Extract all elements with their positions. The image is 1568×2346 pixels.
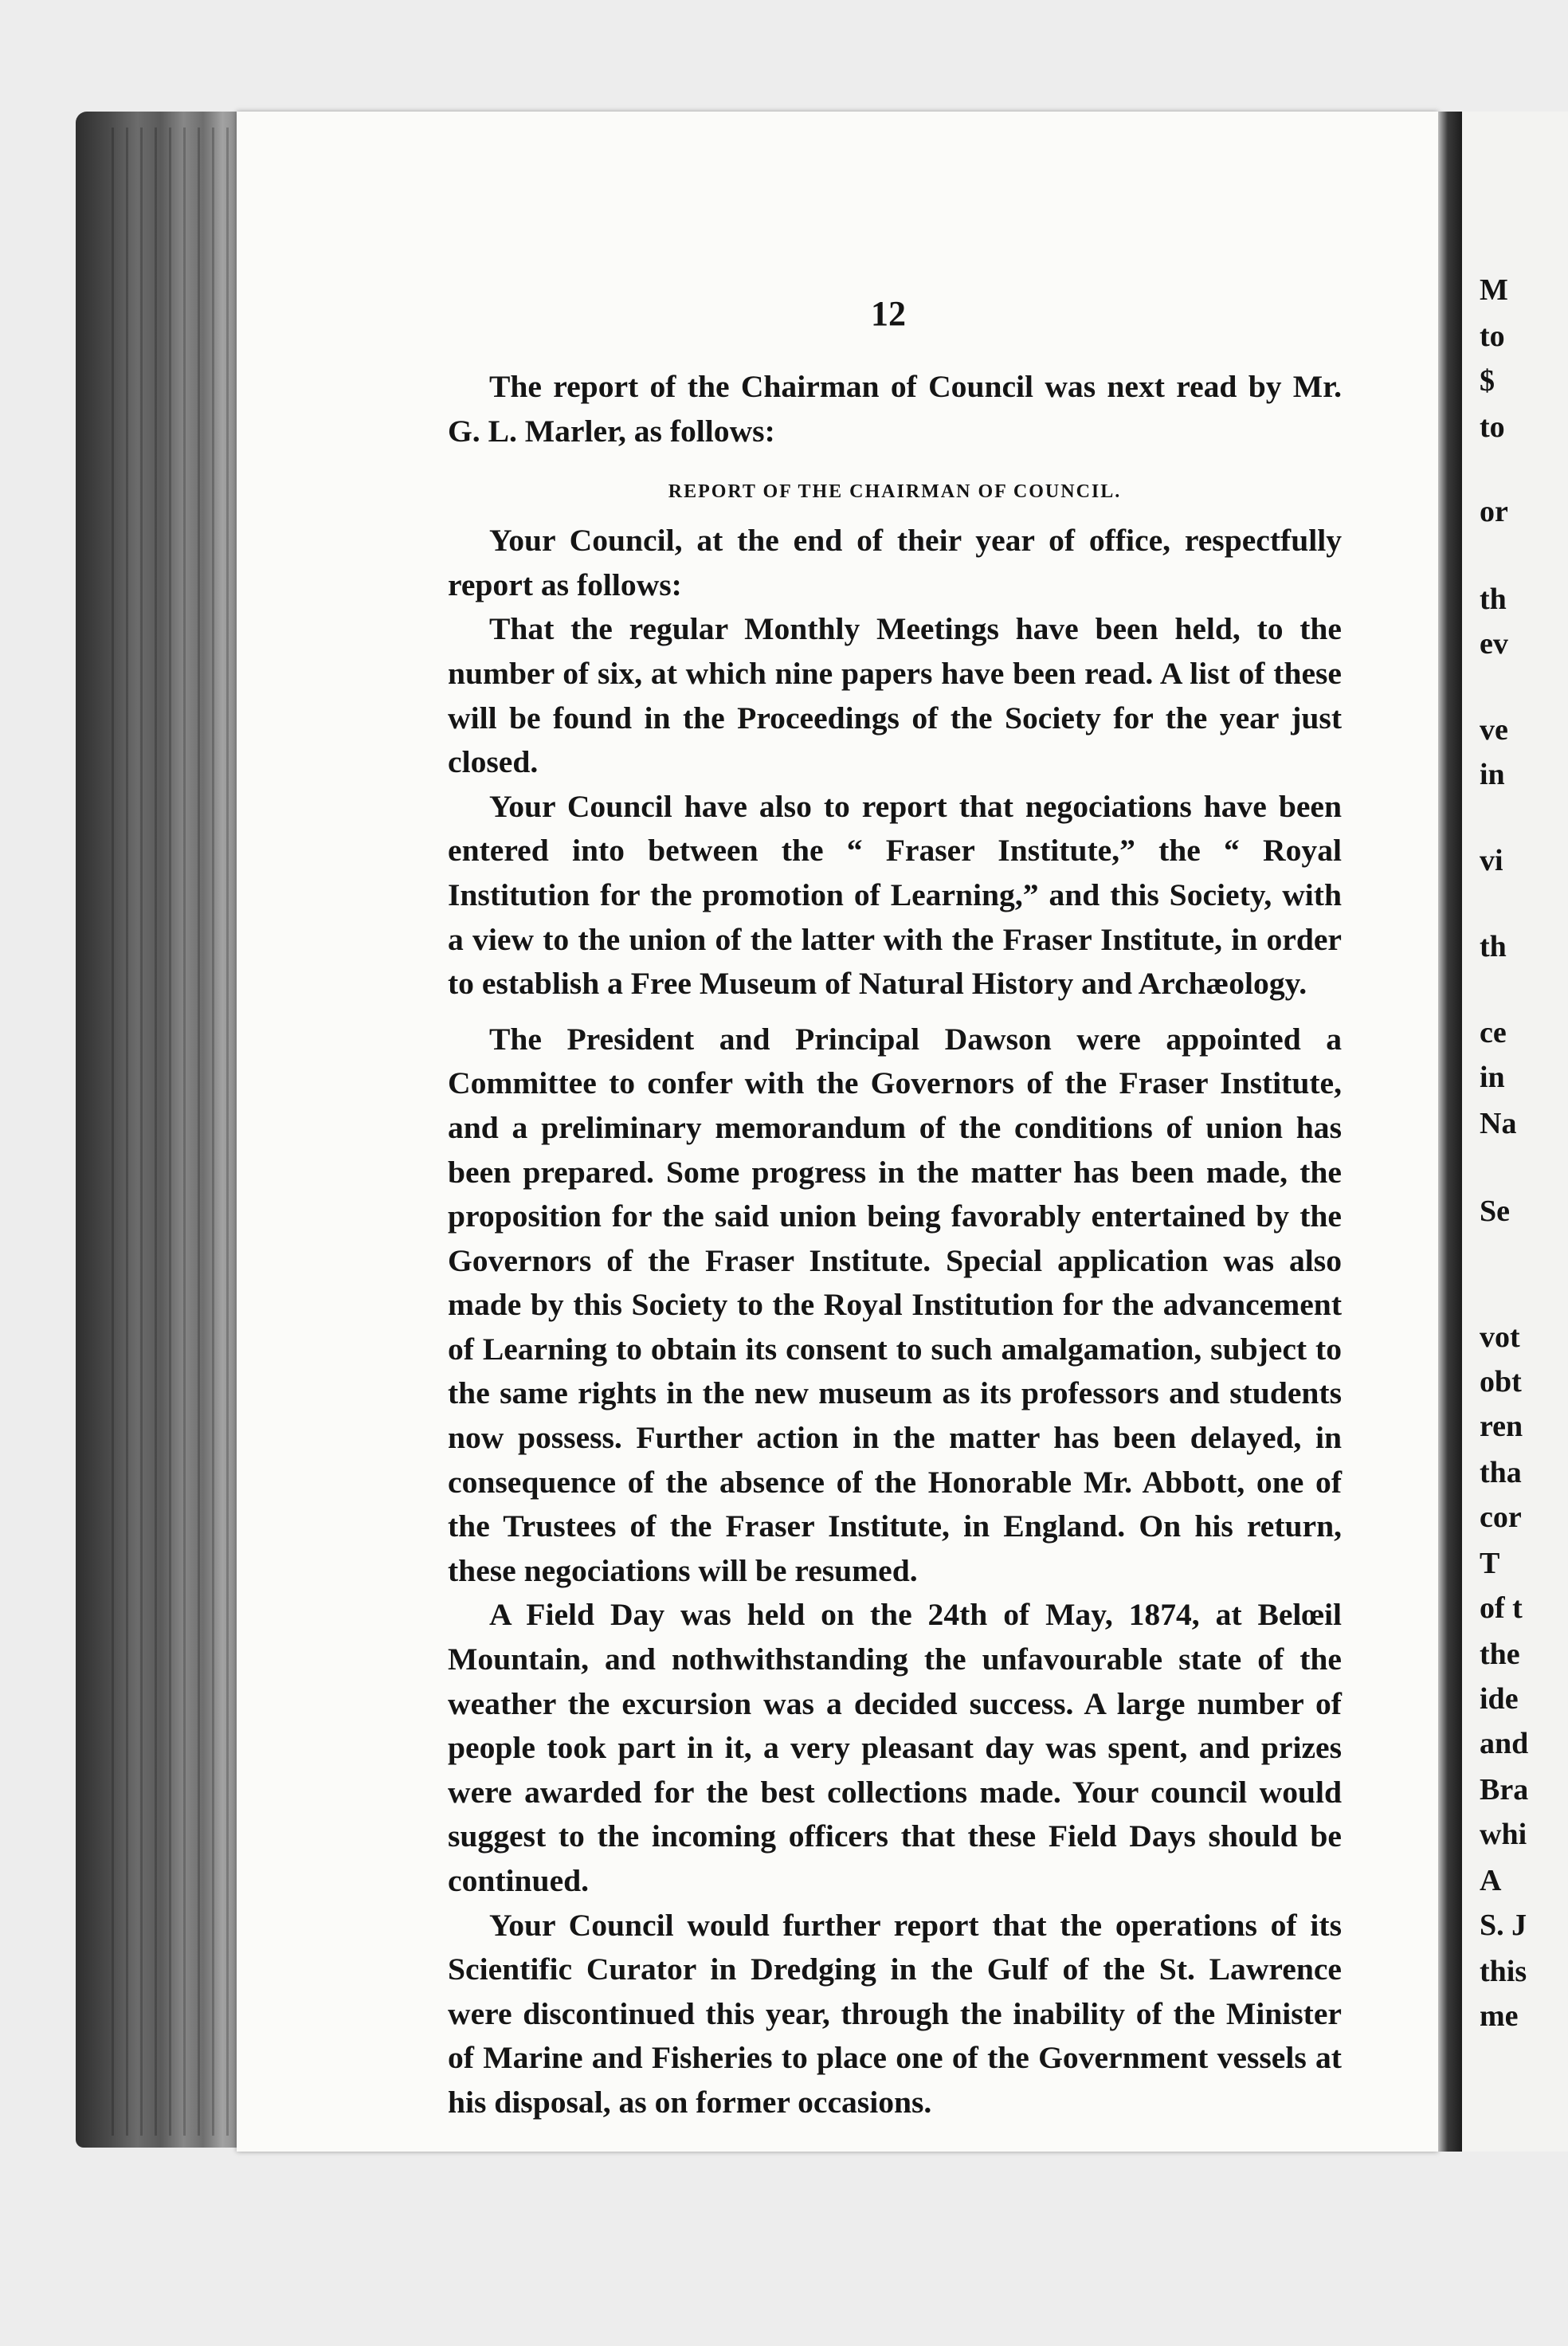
facing-page-fragment: this	[1480, 1955, 1527, 1988]
facing-page-fragment: in	[1480, 1061, 1505, 1094]
facing-page-fragment: A	[1480, 1864, 1502, 1897]
facing-page-fragment: Se	[1480, 1195, 1510, 1228]
facing-page-fragment: or	[1480, 495, 1508, 528]
facing-page-fragment: and	[1480, 1727, 1529, 1760]
facing-page-fragment: vi	[1480, 844, 1503, 877]
intro-paragraph: The report of the Chairman of Council was next read by Mr. G. L. Marler, as follows:	[448, 369, 1342, 449]
facing-page-fragment: tha	[1480, 1456, 1522, 1489]
facing-page-fragment: Na	[1480, 1107, 1517, 1140]
facing-page-fragment: ve	[1480, 713, 1508, 747]
facing-page-fragment: T	[1480, 1547, 1500, 1580]
facing-page-fragment: Bra	[1480, 1773, 1529, 1807]
page-text	[448, 365, 1342, 2125]
facing-page-fragment: me	[1480, 1999, 1519, 2033]
paragraph: Your Council would further report that the operations of its Scientific Curator in Dredging in the Gulf of the St. Lawrence were discontinued this year, through the inability of the Minister of Marine and Fisheries to place one of the Government vessels at his disposal, as on former occasions.	[448, 1907, 1342, 2120]
facing-page-fragment: of t	[1480, 1591, 1523, 1625]
facing-page-fragment: th	[1480, 583, 1507, 616]
facing-page-fragment: ce	[1480, 1016, 1507, 1049]
facing-page-fragment: the	[1480, 1638, 1520, 1671]
facing-page-fragment: $	[1480, 364, 1495, 398]
facing-page-fragment: whi	[1480, 1818, 1527, 1851]
facing-page-fragment: ide	[1480, 1682, 1519, 1716]
section-heading: REPORT OF THE CHAIRMAN OF COUNCIL.	[668, 481, 1122, 503]
facing-page-fragment: to	[1480, 410, 1505, 444]
facing-page-fragment: M	[1480, 273, 1508, 307]
paragraph: Your Council, at the end of their year of office, respectfully report as follows:	[448, 523, 1342, 602]
facing-page-fragment: obt	[1480, 1365, 1522, 1399]
paragraph: The President and Principal Dawson were appointed a Committee to confer with the Governors of the Fraser Institute, and a preliminary memorandum of the conditions of union has been prepared. Some progress in the matter has been made, the proposition for the said union being favorably entertained by the Governors of the Fraser Institute. Special application was also made by this Society to the Royal Institution for the advancement of Learning to obtain its consent to such amalgamation, subject to the same rights in the new museum as its professors and students now possess. Further action in the matter has been delayed, in consequence of the absence of the Honorable Mr. Abbott, one of the Trustees of the Fraser Institute, in England. On his return, these negociations will be resumed.	[448, 1021, 1342, 1588]
facing-page-fragment: S. J	[1480, 1909, 1527, 1942]
paragraph: Your Council have also to report that negociations have been entered into between the “ Fraser Institute,” the “ Royal Institution for the promotion of Learning,” and this Society, with a view to the union of the latter with the Fraser Institute, in order to establish a Free Museum of Natural History and Archæology.	[448, 788, 1342, 1002]
facing-page-fragment: ev	[1480, 627, 1508, 661]
book-gutter	[1438, 112, 1462, 2152]
facing-page	[1462, 112, 1568, 2152]
page-number: 12	[871, 294, 906, 333]
paragraph: That the regular Monthly Meetings have been held, to the number of six, at which nine papers have been read. A list of these will be found in the Proceedings of the Society for the year just closed.	[448, 611, 1342, 780]
page-edges	[112, 128, 231, 2136]
paragraph: A Field Day was held on the 24th of May, 1874, at Belœil Mountain, and nothwithstanding the unfavourable state of the weather the excursion was a decided success. A large number of people took part in it, a very pleasant day was spent, and prizes were awarded for the best collections made. Your council would suggest to the incoming officers that these Field Days should be continued.	[448, 1597, 1342, 1898]
facing-page-fragment: cor	[1480, 1501, 1522, 1534]
facing-page-fragment: ren	[1480, 1410, 1523, 1443]
facing-page-fragment: in	[1480, 758, 1505, 791]
facing-page-fragment: th	[1480, 930, 1507, 963]
facing-page-fragment: vot	[1480, 1320, 1520, 1354]
facing-page-fragment: to	[1480, 320, 1505, 353]
